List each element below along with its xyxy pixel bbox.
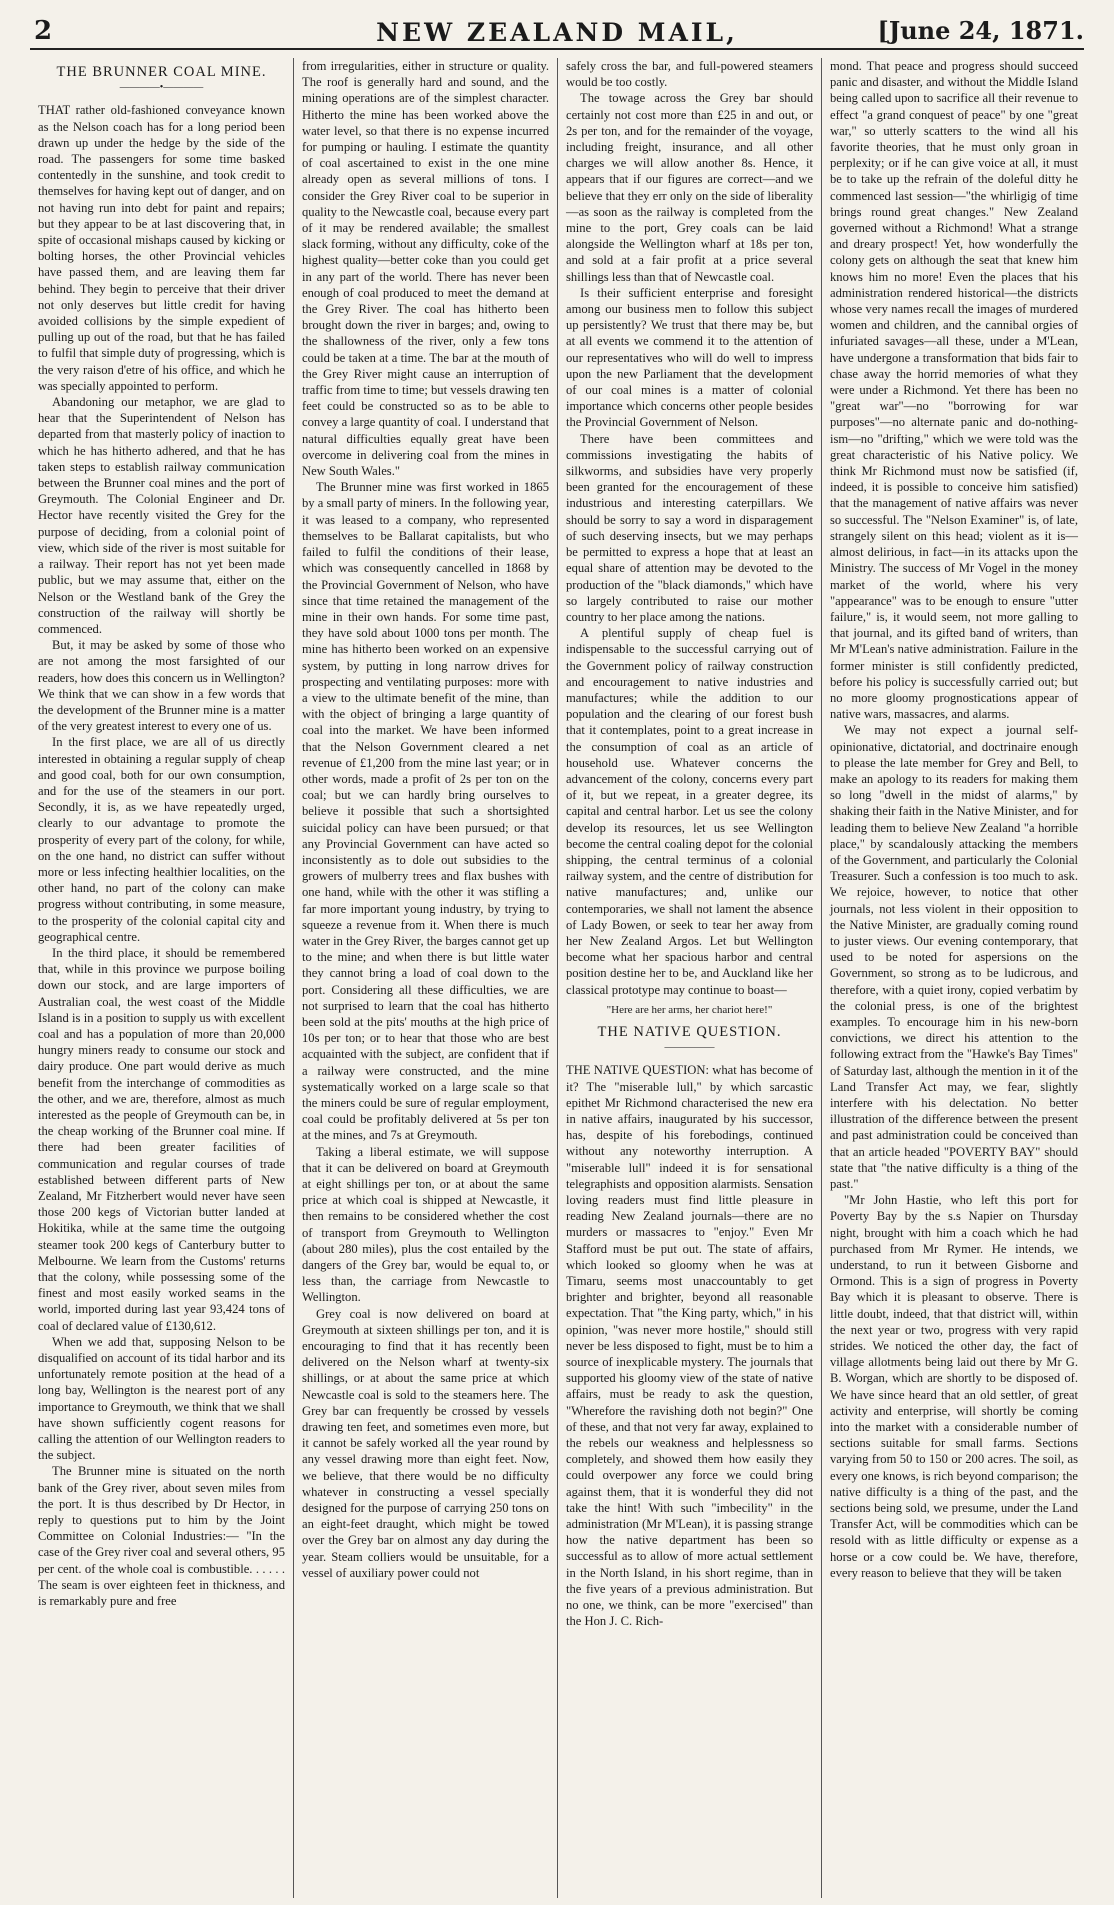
heading-ornament: ————— [664,1042,715,1054]
column-3 [558,58,822,1898]
paragraph: Is their sufficient enterprise and foresight among our business men to follow this subject up persistently? We trust that there may be, but at all events we commend it to the attention of our representatives who will do well to impress upon the new Parliament that the development of our coal mines is a matter of colonial importance which concerns other people besides the Provincial Government of Nelson. [566,285,813,430]
paragraph: The Brunner mine is situated on the north bank of the Grey river, about seven miles from the port. It is thus described by Dr Hector, in reply to questions put to him by the Joint Committee on Colonial Industries:— "In the case of the Grey river coal and several others, 95 per cent. of the whole coal is combustible. . . . . . The seam is over eighteen feet in thickness, and is remarkably pure and free [38,1464,285,1609]
issue-date: [June 24, 1871. [877,16,1084,45]
paragraph: The Brunner mine was first worked in 1865 by a small party of miners. In the following year, it was leased to a company, who represented themselves to be Ballarat capitalists, but who failed to fulfil the conditions of their lease, which was consequently cancelled in 1868 by the Provincial Government of Nelson, who have since that time retained the management of the mine in their own hands. For some time past, they have sold about 1000 tons per month. The mine has hitherto been worked on an expensive system, by putting in long narrow drives for prospecting and ventilating purposes: more with a view to the ultimate benefit of the mine, than with the object of bringing a large quantity of coal into the market. We have been informed that the Nelson Government cleared a net revenue of £1,200 from the mine last year; or in other words, made a profit of 2s per ton on the coal; but we can hardly bring ourselves to believe it possible that such a shortsighted suicidal policy can have been pursued; or that any Provincial Government can have acted so inconsistently as to dole out subsidies to the growers of mulberry trees and flax bushes with one hand, while with the other it was stifling a far more important young industry, by trying to squeeze a revenue from it. When there is much water in the Grey River, the barges cannot get up to the mine; and when there is but little water they cannot bring a load of coal down to the port. Considering all these difficulties, we are not surprised to learn that the coal has hitherto been sold at the pits' mouths at the high price of 10s per ton; or to hear that those who are best acquainted with the subject, are confident that if a railway were constructed, and the mine systematically worked on a large scale so that the miners could be sure of regular employment, coal could be profitably delivered at 5s per ton at the mines, and 7s at Greymouth. [302,480,549,1143]
paragraph: The towage across the Grey bar should certainly not cost more than £25 in and out, or 2s per ton, and for the remainder of the voyage, including freight, insurance, and all other charges we will allow another 8s. Hence, it appears that if our figures are correct—and we believe that they err only on the side of liberality—as soon as the railway is completed from the mine to the port, Grey coals can be laid alongside the Wellington wharf at 18s per ton, and sold at a fair profit at a price several shillings less than that of Newcastle coal. [566,91,813,284]
closing-quote: "Here are her arms, her chariot here!" [606,1003,773,1016]
columns [30,58,1086,1898]
paragraph: Abandoning our metaphor, we are glad to hear that the Superintendent of Nelson has departed from that masterly policy of inaction to which he has hitherto adhered, and that he has taken steps to establish railway communication between the Brunner coal mines and the port of Greymouth. The Colonial Engineer and Dr. Hector have recently visited the Grey for the purpose of deciding, from a colonial point of view, which side of the river is most suitable for a railway. Their report has not yet been made public, but we may assume that, either on the Nelson or the Westland bank of the Grey the construction of the railway will shortly be commenced. [38,395,285,636]
paragraph: A plentiful supply of cheap fuel is indispensable to the successful carrying out of the Government policy of railway construction and encouragement to native industries and manufactures; while the addition to our population and the clearing of our forest bush that it contemplates, point to a great increase in the consumption of coal as an article of household use. Whatever concerns the advancement of the colony, concerns every part of it, but we repeat, in a greater degree, its capital and central harbor. Let us see the colony develop its resources, let us see Wellington become the central coaling depot for the colonial shipping, the central terminus of a colonial railway system, and the centre of distribution for native manufactures; and, unlike our contemporaries, we shall not lament the absence of Lady Bowen, or seek to tear her away from her New Zealand Argos. Let but Wellington become what her spacious harbor and central position destine her to be, and Auckland like her classical prototype may continue to boast— [566,626,813,997]
paragraph: safely cross the bar, and full-powered steamers would be too costly. [566,59,813,90]
paragraph: We may not expect a journal self-opinionative, dictatorial, and doctrinaire enough to please the late member for Grey and Bell, to make an apology to its readers for making them so long "dwell in the midst of alarms," by shaking their faith in the Native Minister, and for leading them to believe New Zealand "a horrible place," by scandalously attacking the members of the Government, and particularly the Colonial Treasurer. Such a confession is too much to ask. We rejoice, however, to notice that other journals, not less violent in their opposition to the Native Minister, are gradually coming round to juster views. Our evening contemporary, that used to be noted for aspersions on the Government, so strong as to be ludicrous, and therefore, with a quiet irony, copied verbatim by the colonial press, is one of the brightest examples. To encourage him in his new-born convictions, we direct his attention to the following extract from the "Hawke's Bay Times" of Saturday last, although the mention in it of the Land Transfer Act may, we fear, slightly interfere with his delectation. No better illustration of the difference between the present and past administration could be conceived than that an article headed "POVERTY BAY" should state that "the native difficulty is a thing of the past." [830,723,1078,1192]
heading-ornament: ————•———— [119,82,204,94]
paragraph: from irregularities, either in structure or quality. The roof is generally hard and sound, and the mining operations are of the simplest character. Hitherto the mine has been worked above the water level, so that there is no expense incurred for pumping or hauling. I estimate the quantity of coal ascertained to exist in the one mine already open as several millions of tons. I consider the Grey River coal to be superior in quality to the Newcastle coal, because every part of it may be rendered available; the smallest slack forming, without any difficulty, coke of the highest quality—better coke than you could get in any part of the world. There has never been enough of coal produced to meet the demand at the Grey River. The coal has hitherto been brought down the river in barges; and, owing to the shallowness of the river, only a few tons could be taken at a time. The bar at the mouth of the Grey River might cause an interruption of traffic from time to time; but vessels drawing ten feet could be constructed so as to be able to convey a large quantity of coal. I understand that natural difficulties equally great have been overcome in delivering coal from the mines in New South Wales." [302,59,549,479]
paragraph: mond. That peace and progress should succeed panic and disaster, and without the Middle Island being called upon to sacrifice all their revenue to effect "a grand conquest of peace" by one "great war," so utterly scatters to the wind all his favorite theories, that he must only groan in perplexity; or if he can give voice at all, it must be to take up the refrain of the doleful ditty he commenced last session—"the whirligig of time brings round great changes." New Zealand governed without a Richmond! What a strange and dreary prospect! Yet, how wonderfully the colony gets on although the seat that knew him knows him no more! Even the places that his administration rendered historical—the districts whose very names recall the images of murdered women and children, and the cannibal orgies of infuriated savages—all these, under a M'Lean, have undergone a transformation that bids fair to chase away the horrid memories of what they were under a Richmond. Yet there has been no "great war"—no "borrowing for war purposes"—no alternate panic and do-nothing-ism—no "drifting," which we were told was the great characteristic of his Native policy. We think Mr Richmond must now be satisfied (if, indeed, it is possible to conceive him satisfied) that the management of native affairs was never so successful. The "Nelson Examiner" is, of late, strangely silent on this head; violent as it is—almost delirious, in fact—in its attacks upon the Ministry. The success of Mr Vogel in the money market of the world, where his very "appearance" was to be enough to ensure "utter failure," is, it would seem, not more galling to that journal, and its gifted band of writers, than Mr M'Lean's native administration. Failure in the former minister is still confidently predicted, before his policy is successfully carried out; but no more gloomy prognostications appear of native wars, massacres, and alarms. [830,59,1078,722]
masthead-rule [30,48,1084,50]
paragraph: There have been committees and commissions investigating the habits of silkworms, and subsidies have very properly been granted for the encouragement of these industrious and interesting caterpillars. We should be sorry to say a word in disparagement of such deserving insects, but we may perhaps be permitted to express a hope that at least an equal share of attention may be devoted to the production of the "black diamonds," which have so largely contributed to raise our mother country to her place among the nations. [566,431,813,624]
article-heading-native: THE NATIVE QUESTION. [597,1023,782,1040]
article-heading-brunner: THE BRUNNER COAL MINE. [56,64,267,80]
newspaper-title: NEW ZEALAND MAIL, [376,18,738,47]
paragraph: But, it may be asked by some of those who are not among the most farsighted of our readers, how does this concern us in Wellington? We think that we can show in a few words that the development of the Brunner mine is a matter of the very greatest interest to every one of us. [38,638,285,734]
page-number: 2 [34,16,53,46]
masthead [24,8,1090,47]
paragraph: In the first place, we are all of us directly interested in obtaining a regular supply of cheap and good coal, both for our own consumption, and for the use of the steamers in our port. Secondly, it is, as we have repeatedly urged, clearly to our advantage to promote the prosperity of every part of the colony, for while, on the one hand, no district can suffer without more or less infecting healthier localities, on the other hand, no part of the colony can make progress without contributing, in some measure, to the prosperity of the colonial capital city and geographical centre. [38,735,285,944]
paragraph: THAT rather old-fashioned conveyance known as the Nelson coach has for a long period been drawn up under the hedge by the side of the road. The passengers for some time basked contentedly in the sunshine, and took credit to themselves for having kept out of danger, and on not having run into debt for paint and repairs; but they appear to be at last discovering that, in spite of occasional mishaps caused by kicking or bolting horses, the other Provincial vehicles have passed them, and are leaving them far behind. They begin to perceive that their driver not only deserves but little credit for having avoided collisions by the simple expedient of pulling up out of the road, but that he has failed to fulfil that simple duty of progressing, which is the very raison d'etre of his office, and which he was specially appointed to perform. [38,103,285,393]
paragraph: In the third place, it should be remembered that, while in this province we purpose boiling down our stock, and are large importers of Australian coal, the west coast of the Middle Island is in a position to supply us with excellent coal and has a population of more than 20,000 hungry miners ready to consume our stock and dairy produce. One part would derive as much benefit from the interchange of commodities as the other, and we are, therefore, almost as much interested as the people of Greymouth can be, in the cheap working of the Brunner coal mine. If there had been greater facilities of communication and regular courses of trade established between different parts of New Zealand, Mr Fitzherbert would never have seen those 200 kegs of Victorian butter landed at Hokitika, while at the same time the outgoing steamer took 200 kegs of Canterbury butter to Melbourne. We learn from the Customs' returns that the colony, while possessing some of the finest and most easily worked seams in the world, imported during last year 93,424 tons of coal of declared value of £130,612. [38,945,285,1333]
column-1 [30,58,294,1898]
paragraph: "Mr John Hastie, who left this port for Poverty Bay by the s.s Napier on Thursday night, brought with him a coach which he had purchased from Mr Rymer. He intends, we understand, to run it between Gisborne and Ormond. This is a sign of progress in Poverty Bay which it is pleasant to observe. There is little doubt, indeed, that that district will, within the next year or two, progress with very rapid strides. We noticed the other day, the fact of village allotments being laid out there by Mr G. B. Worgan, which are shortly to be disposed of. We have since heard that an old settler, of great activity and enterprise, will shortly be coming into the market with a considerable number of sections suitable for small farms. Sections varying from 50 to 150 or 200 acres. The soil, as every one knows, is rich beyond comparison; the native difficulty is a thing of the past, and the sections being sold, we presume, under the Land Transfer Act, will be commodities which can be resold with as little difficulty or expense as a horse or a cow could be. We have, therefore, every reason to believe that they will be taken [830,1193,1078,1580]
column-4 [822,58,1086,1898]
column-2 [294,58,558,1898]
paragraph: THE NATIVE QUESTION: what has become of it? The "miserable lull," by which sarcastic epithet Mr Richmond characterised the new era in native affairs, inaugurated by his successor, has, despite of his forebodings, continued without any noteworthy interruption. A "miserable lull" indeed it is for sensational telegraphists and opposition alarmists. Sensation loving readers must find little pleasure in reading New Zealand journals—there are no murders or massacres to "enjoy." Even Mr Stafford must be put out. The state of affairs, which looked so gloomy when he was at Timaru, seems most unaccountably to get brighter and brighter, beyond all reasonable expectation. That "the King party, which," in his opinion, "was never more hostile," should still never be less disposed to fight, must be to him a source of inexplicable mystery. The journals that supported his gloomy view of the state of native affairs, must be ready to ask the question, "Wherefore the ravishing doth not begin?" One of these, and that not very far away, explained to the rebels our weakness and helplessness so completely, and showed them how easily they could overpower any force we could bring against them, that it is wonderful they did not take the hint! With such "imbecility" in the administration (Mr M'Lean), it is passing strange how the native department has been so successful as to allow of more actual settlement in the North Island, in his short regime, than in the five years of a previous administration. But no one, we think, can be more "exercised" than the Hon J. C. Rich- [566,1063,813,1629]
paragraph: Grey coal is now delivered on board at Greymouth at sixteen shillings per ton, and it is encouraging to find that it has recently been delivered on the Nelson wharf at twenty-six shillings, or at about the same price at which Newcastle coal is sold to the steamers here. The Grey bar can frequently be crossed by vessels drawing ten feet, and sometimes even more, but it cannot be safely worked all the year round by any vessel drawing more than eight feet. Now, we believe, that there would be no difficulty whatever in constructing a vessel specially designed for the purpose of carrying 250 tons on an eight-feet draught, which might be towed over the Grey bar on almost any day during the year. Steam colliers would be unsuitable, for a vessel of auxiliary power could not [302,1306,549,1580]
paragraph: Taking a liberal estimate, we will suppose that it can be delivered on board at Greymouth at eight shillings per ton, or at about the same price at which coal is shipped at Newcastle, it then remains to be considered whether the cost of transport from Greymouth to Wellington (about 280 miles), plus the cost entailed by the dangers of the Grey bar, would be equal to, or less than, the carriage from Newcastle to Wellington. [302,1144,549,1305]
paragraph: When we add that, supposing Nelson to be disqualified on account of its tidal harbor and its unfortunately remote position at the head of a long bay, Wellington is the nearest port of any importance to Greymouth, we think that we shall have shown sufficiently cogent reasons for calling the attention of our Wellington readers to the subject. [38,1334,285,1463]
